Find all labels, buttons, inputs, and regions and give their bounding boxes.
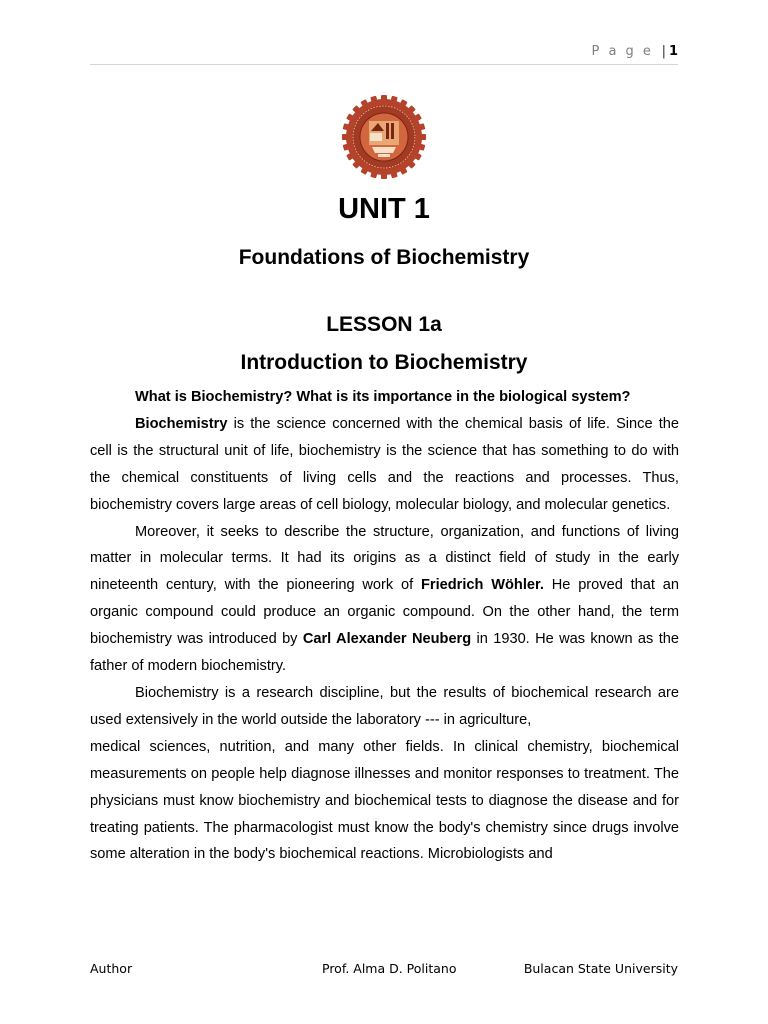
footer-university: Bulacan State University: [523, 961, 678, 976]
footer-author-name: Prof. Alma D. Politano: [322, 961, 457, 976]
page-footer: [90, 961, 678, 979]
name-wohler: Friedrich Wöhler.: [420, 577, 544, 594]
paragraph-text: Moreover, it seeks to describe the structure, organization, and functions of living matter in molecular terms. It had its origins as a distinct field of study in the early nineteenth century, with the pioneering work of: [90, 523, 679, 594]
paragraph-text: in 1930. He was known as the father of modern biochemistry.: [90, 631, 679, 675]
paragraph-text: is the science concerned with the chemical basis of life. Since the cell is the structural unit of life, biochemistry is the science that has something to do with the chemical constituents of living cells and the reactions and processes. Thus, biochemistry covers large areas of cell biology, molecular biology, and molecular genetics.: [90, 415, 679, 513]
paragraph-history: [90, 519, 679, 680]
footer-author-label: Author: [90, 961, 133, 976]
paragraph-applications-continued: medical sciences, nutrition, and many other fields. In clinical chemistry, biochemical measurements on people help diagnose illnesses and monitor responses to treatment. The physicians must know biochemistry and biochemical tests to diagnose the disease and for treating patients. The pharmacologist must know the body's chemistry since drugs involve some alteration in the body's biochemical reactions. Microbiologists and: [90, 738, 679, 863]
lesson-heading: LESSON 1a: [326, 313, 442, 336]
page-separator: |: [661, 44, 666, 59]
term-biochemistry: Biochemistry: [135, 415, 228, 432]
unit-subtitle: Foundations of Biochemistry: [238, 246, 530, 269]
paragraph-text: He proved that an organic compound could produce an organic compound. On the other hand, the term biochemistry was introduced by: [90, 577, 679, 648]
page-label: P a g e: [591, 44, 654, 59]
paragraph-definition: [90, 411, 679, 519]
page-header: [90, 44, 678, 65]
university-seal-icon: [342, 95, 426, 179]
name-neuberg: Carl Alexander Neuberg: [302, 631, 472, 648]
paragraph-applications-start: Biochemistry is a research discipline, but the results of biochemical research are used extensively in the world outside the laboratory --- in agriculture,: [90, 684, 679, 728]
document-body: [90, 384, 679, 868]
guide-question: What is Biochemistry? What is its importance in the biological system?: [135, 389, 631, 405]
page-number: 1: [668, 44, 678, 59]
unit-heading: UNIT 1: [338, 193, 430, 225]
lesson-title: Introduction to Biochemistry: [240, 351, 528, 374]
